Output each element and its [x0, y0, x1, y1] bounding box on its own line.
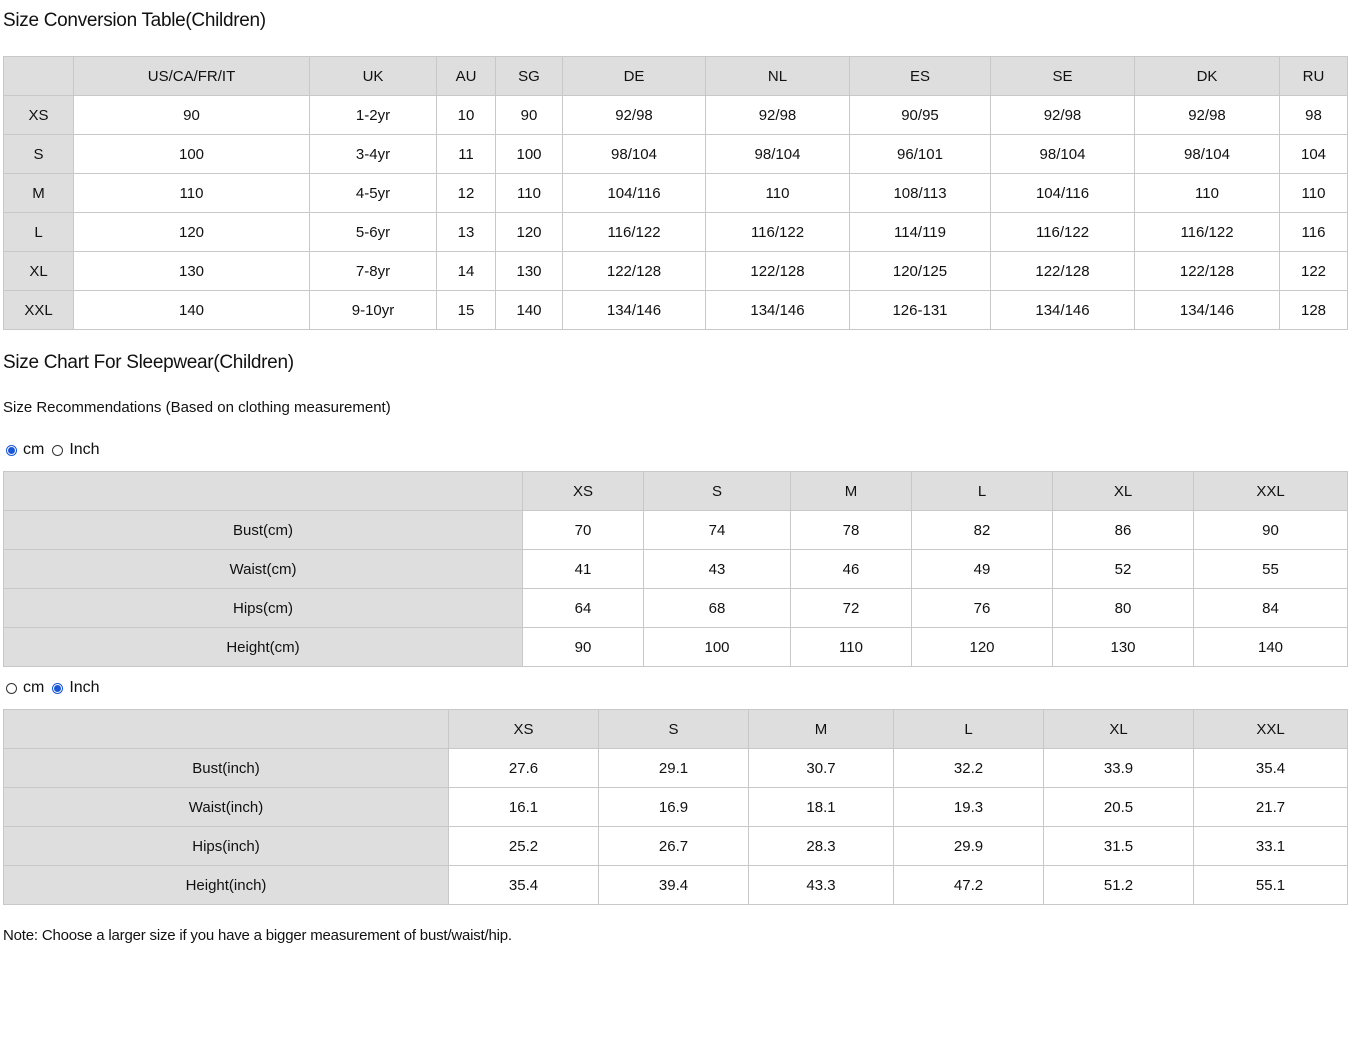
table-cell: 98/104	[1135, 135, 1280, 174]
unit-toggle-cm-table	[6, 441, 108, 459]
table-cell: 90	[496, 96, 563, 135]
row-header: Hips(inch)	[4, 827, 449, 866]
table-cell: 33.1	[1194, 827, 1348, 866]
radio-selected-icon[interactable]	[6, 445, 17, 456]
size-recommendation-subtitle: Size Recommendations (Based on clothing measurement)	[3, 399, 391, 416]
cm-label: cm	[23, 679, 45, 696]
header-cell	[4, 57, 74, 96]
table-cell: 13	[437, 213, 496, 252]
table-row	[4, 174, 1348, 213]
table-cell: 134/146	[991, 291, 1135, 330]
table-cell: 98/104	[991, 135, 1135, 174]
table-row	[4, 628, 1348, 667]
header-cell	[4, 472, 523, 511]
row-header: Bust(inch)	[4, 749, 449, 788]
row-header: Height(cm)	[4, 628, 523, 667]
table-row	[4, 827, 1348, 866]
header-cell: XL	[1044, 710, 1194, 749]
header-cell: L	[894, 710, 1044, 749]
table-cell: 12	[437, 174, 496, 213]
table-cell: 72	[791, 589, 912, 628]
table-cell: 16.1	[449, 788, 599, 827]
table-cell: 41	[523, 550, 644, 589]
table-cell: 19.3	[894, 788, 1044, 827]
table-cell: 90/95	[850, 96, 991, 135]
table-cell: 51.2	[1044, 866, 1194, 905]
table-cell: 30.7	[749, 749, 894, 788]
sleepwear-title: Size Chart For Sleepwear(Children)	[3, 352, 294, 373]
table-cell: 140	[496, 291, 563, 330]
header-cell: M	[749, 710, 894, 749]
table-row	[4, 252, 1348, 291]
table-cell: 78	[791, 511, 912, 550]
table-row	[4, 788, 1348, 827]
row-header: XXL	[4, 291, 74, 330]
table-cell: 116/122	[1135, 213, 1280, 252]
table-cell: 29.1	[599, 749, 749, 788]
inch-radio-option[interactable]	[52, 441, 99, 459]
table-cell: 84	[1194, 589, 1348, 628]
table-cell: 52	[1053, 550, 1194, 589]
table-cell: 55	[1194, 550, 1348, 589]
sleepwear-cm-table	[3, 471, 1348, 667]
table-cell: 104	[1280, 135, 1348, 174]
table-cell: 39.4	[599, 866, 749, 905]
header-cell: ES	[850, 57, 991, 96]
table-cell: 92/98	[563, 96, 706, 135]
sleepwear-inch-table	[3, 709, 1348, 905]
table-cell: 116/122	[991, 213, 1135, 252]
table-cell: 68	[644, 589, 791, 628]
table-cell: 134/146	[706, 291, 850, 330]
header-cell: SG	[496, 57, 563, 96]
table-cell: 26.7	[599, 827, 749, 866]
table-cell: 110	[74, 174, 310, 213]
header-cell: AU	[437, 57, 496, 96]
table-cell: 128	[1280, 291, 1348, 330]
table-cell: 33.9	[1044, 749, 1194, 788]
table-cell: 140	[74, 291, 310, 330]
header-cell: XXL	[1194, 710, 1348, 749]
cm-label: cm	[23, 441, 45, 458]
table-cell: 27.6	[449, 749, 599, 788]
header-cell: RU	[1280, 57, 1348, 96]
table-cell: 98	[1280, 96, 1348, 135]
table-cell: 4-5yr	[310, 174, 437, 213]
table-header-row	[4, 710, 1348, 749]
table-cell: 1-2yr	[310, 96, 437, 135]
table-cell: 64	[523, 589, 644, 628]
header-cell: US/CA/FR/IT	[74, 57, 310, 96]
table-header-row	[4, 57, 1348, 96]
table-cell: 122/128	[1135, 252, 1280, 291]
table-cell: 100	[74, 135, 310, 174]
header-cell: DK	[1135, 57, 1280, 96]
radio-unselected-icon[interactable]	[6, 683, 17, 694]
header-cell: S	[644, 472, 791, 511]
header-cell: XS	[449, 710, 599, 749]
table-cell: 110	[1280, 174, 1348, 213]
table-cell: 10	[437, 96, 496, 135]
radio-selected-icon[interactable]	[52, 683, 63, 694]
header-cell: XS	[523, 472, 644, 511]
row-header: Height(inch)	[4, 866, 449, 905]
table-cell: 82	[912, 511, 1053, 550]
table-row	[4, 291, 1348, 330]
row-header: XS	[4, 96, 74, 135]
table-cell: 92/98	[991, 96, 1135, 135]
table-cell: 3-4yr	[310, 135, 437, 174]
table-row	[4, 135, 1348, 174]
table-cell: 134/146	[1135, 291, 1280, 330]
header-cell: UK	[310, 57, 437, 96]
table-cell: 86	[1053, 511, 1194, 550]
size-note: Note: Choose a larger size if you have a bigger measurement of bust/waist/hip.	[3, 927, 512, 944]
table-cell: 47.2	[894, 866, 1044, 905]
radio-unselected-icon[interactable]	[52, 445, 63, 456]
table-cell: 80	[1053, 589, 1194, 628]
table-row	[4, 511, 1348, 550]
header-cell: XXL	[1194, 472, 1348, 511]
table-cell: 28.3	[749, 827, 894, 866]
table-cell: 114/119	[850, 213, 991, 252]
table-cell: 7-8yr	[310, 252, 437, 291]
table-row	[4, 866, 1348, 905]
table-cell: 70	[523, 511, 644, 550]
table-cell: 25.2	[449, 827, 599, 866]
row-header: L	[4, 213, 74, 252]
table-cell: 90	[523, 628, 644, 667]
header-cell: SE	[991, 57, 1135, 96]
table-cell: 110	[791, 628, 912, 667]
table-cell: 43.3	[749, 866, 894, 905]
row-header: S	[4, 135, 74, 174]
row-header: Waist(cm)	[4, 550, 523, 589]
table-cell: 140	[1194, 628, 1348, 667]
table-cell: 108/113	[850, 174, 991, 213]
table-cell: 110	[706, 174, 850, 213]
table-cell: 90	[1194, 511, 1348, 550]
table-cell: 116/122	[706, 213, 850, 252]
table-cell: 130	[74, 252, 310, 291]
table-cell: 29.9	[894, 827, 1044, 866]
table-cell: 100	[644, 628, 791, 667]
row-header: XL	[4, 252, 74, 291]
size-conversion-table	[3, 56, 1348, 330]
cm-radio-option[interactable]	[6, 441, 44, 459]
table-cell: 90	[74, 96, 310, 135]
table-cell: 31.5	[1044, 827, 1194, 866]
inch-label: Inch	[69, 441, 100, 458]
table-cell: 15	[437, 291, 496, 330]
table-cell: 100	[496, 135, 563, 174]
header-cell: S	[599, 710, 749, 749]
row-header: Bust(cm)	[4, 511, 523, 550]
table-cell: 76	[912, 589, 1053, 628]
table-cell: 116	[1280, 213, 1348, 252]
header-cell: M	[791, 472, 912, 511]
row-header: M	[4, 174, 74, 213]
table-cell: 120	[496, 213, 563, 252]
cm-radio-option[interactable]	[6, 679, 44, 697]
header-cell: DE	[563, 57, 706, 96]
table-cell: 92/98	[706, 96, 850, 135]
header-cell: NL	[706, 57, 850, 96]
table-cell: 122/128	[706, 252, 850, 291]
table-cell: 32.2	[894, 749, 1044, 788]
table-row	[4, 96, 1348, 135]
table-row	[4, 550, 1348, 589]
table-row	[4, 589, 1348, 628]
table-row	[4, 749, 1348, 788]
table-cell: 122/128	[991, 252, 1135, 291]
table-cell: 104/116	[563, 174, 706, 213]
table-cell: 74	[644, 511, 791, 550]
table-cell: 46	[791, 550, 912, 589]
table-cell: 120	[912, 628, 1053, 667]
table-cell: 116/122	[563, 213, 706, 252]
table-cell: 11	[437, 135, 496, 174]
table-cell: 122	[1280, 252, 1348, 291]
table-header-row	[4, 472, 1348, 511]
table-row	[4, 213, 1348, 252]
header-cell	[4, 710, 449, 749]
table-cell: 104/116	[991, 174, 1135, 213]
table-cell: 18.1	[749, 788, 894, 827]
inch-radio-option[interactable]	[52, 679, 99, 697]
table-cell: 43	[644, 550, 791, 589]
table-cell: 16.9	[599, 788, 749, 827]
table-cell: 20.5	[1044, 788, 1194, 827]
row-header: Waist(inch)	[4, 788, 449, 827]
table-cell: 126-131	[850, 291, 991, 330]
table-cell: 49	[912, 550, 1053, 589]
table-cell: 9-10yr	[310, 291, 437, 330]
table-cell: 55.1	[1194, 866, 1348, 905]
inch-label: Inch	[69, 679, 100, 696]
table-cell: 110	[496, 174, 563, 213]
header-cell: XL	[1053, 472, 1194, 511]
table-cell: 110	[1135, 174, 1280, 213]
table-cell: 98/104	[706, 135, 850, 174]
conversion-title: Size Conversion Table(Children)	[3, 10, 266, 31]
table-cell: 92/98	[1135, 96, 1280, 135]
table-cell: 98/104	[563, 135, 706, 174]
unit-toggle-inch-table	[6, 679, 108, 697]
table-cell: 134/146	[563, 291, 706, 330]
table-cell: 35.4	[449, 866, 599, 905]
table-cell: 21.7	[1194, 788, 1348, 827]
table-cell: 96/101	[850, 135, 991, 174]
table-cell: 14	[437, 252, 496, 291]
table-cell: 130	[496, 252, 563, 291]
header-cell: L	[912, 472, 1053, 511]
table-cell: 35.4	[1194, 749, 1348, 788]
table-cell: 5-6yr	[310, 213, 437, 252]
table-cell: 120/125	[850, 252, 991, 291]
table-cell: 120	[74, 213, 310, 252]
table-cell: 130	[1053, 628, 1194, 667]
table-cell: 122/128	[563, 252, 706, 291]
row-header: Hips(cm)	[4, 589, 523, 628]
